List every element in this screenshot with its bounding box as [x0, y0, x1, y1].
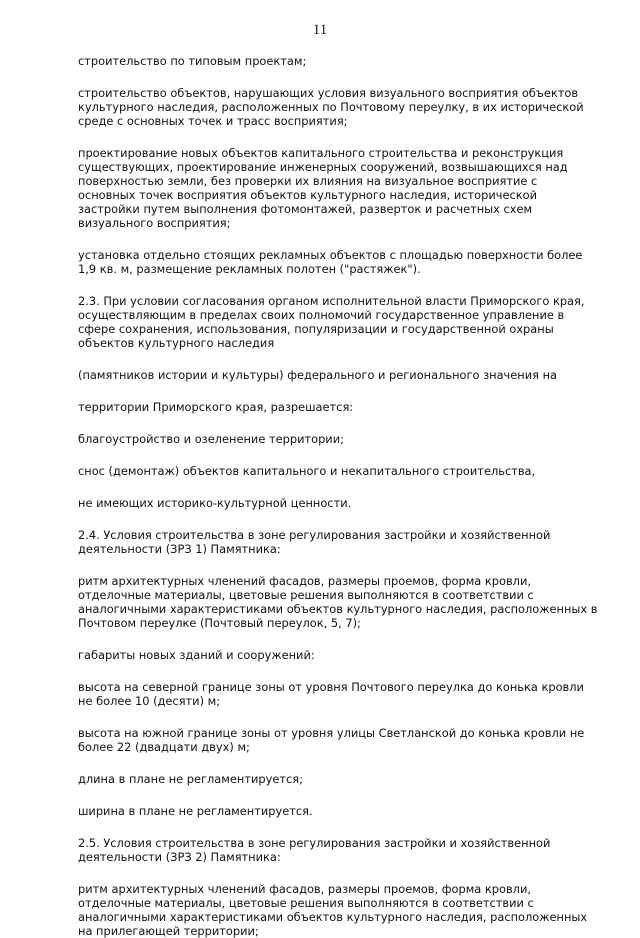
paragraph-15: высота на южной границе зоны от уровня улицы Светланской до конька кровли не более 22 (двадцати двух) м;: [78, 726, 585, 754]
paragraph-6: (памятников истории и культуры) федерального и регионального значения на: [78, 368, 558, 382]
paragraph-14: высота на северной границе зоны от уровня Почтового переулка до конька кровли не более 10 (десяти) м;: [78, 680, 584, 708]
paragraph-12: ритм архитектурных членений фасадов, размеры проемов, форма кровли, отделочные материалы, цветовые решения выполняются в соответствии с аналогичными характеристиками объектов культурного наследия, расположенных в Почтовом переулке (Почтовый переулок, 5, 7);: [78, 574, 598, 630]
paragraph-11: 2.4. Условия строительства в зоне регулирования застройки и хозяйственной деятельности (ЗРЗ 1) Памятника:: [78, 528, 551, 556]
paragraph-8: благоустройство и озеленение территории;: [78, 432, 344, 446]
paragraph-9: снос (демонтаж) объектов капитального и некапитального строительства,: [78, 464, 536, 478]
paragraph-13: габариты новых зданий и сооружений:: [78, 648, 315, 662]
paragraph-2: строительство объектов, нарушающих условия визуального восприятия объектов культурного наследия, расположенных по Почтовому переулку, в их исторической среде с основных точек и трасс восприятия;: [78, 86, 584, 128]
paragraph-10: не имеющих историко-культурной ценности.: [78, 496, 352, 510]
paragraph-1: строительство по типовым проектам;: [78, 54, 307, 68]
paragraph-4: установка отдельно стоящих рекламных объектов с площадью поверхности более 1,9 кв. м, размещение рекламных полотен ("растяжек").: [78, 248, 583, 276]
page-number: 11: [312, 22, 328, 38]
paragraph-3: проектирование новых объектов капитального строительства и реконструкция существующих, проектирование инженерных сооружений, возвышающихся над поверхностью земли, без проверки их влияния на визуальное восприятие с основных точек восприятия объектов культурного наследия, исторической застройки путем выполнения фотомонтажей, разверток и расчетных схем визуального восприятия;: [78, 146, 568, 230]
document-body: [78, 54, 598, 938]
paragraph-16: длина в плане не регламентируется;: [78, 772, 303, 786]
paragraph-5: 2.3. При условии согласования органом исполнительной власти Приморского края, осуществляющим в пределах своих полномочий государственное управление в сфере сохранения, использования, популяризации и государственной охраны объектов культурного наследия: [78, 294, 585, 350]
paragraph-19: ритм архитектурных членений фасадов, размеры проемов, форма кровли, отделочные материалы, цветовые решения выполняются в соответствии с аналогичными характеристиками объектов культурного наследия, расположенных на прилегающей территории;: [78, 882, 588, 938]
paragraph-18: 2.5. Условия строительства в зоне регулирования застройки и хозяйственной деятельности (ЗРЗ 2) Памятника:: [78, 836, 551, 864]
paragraph-17: ширина в плане не регламентируется.: [78, 804, 313, 818]
paragraph-7: территории Приморского края, разрешается:: [78, 400, 354, 414]
